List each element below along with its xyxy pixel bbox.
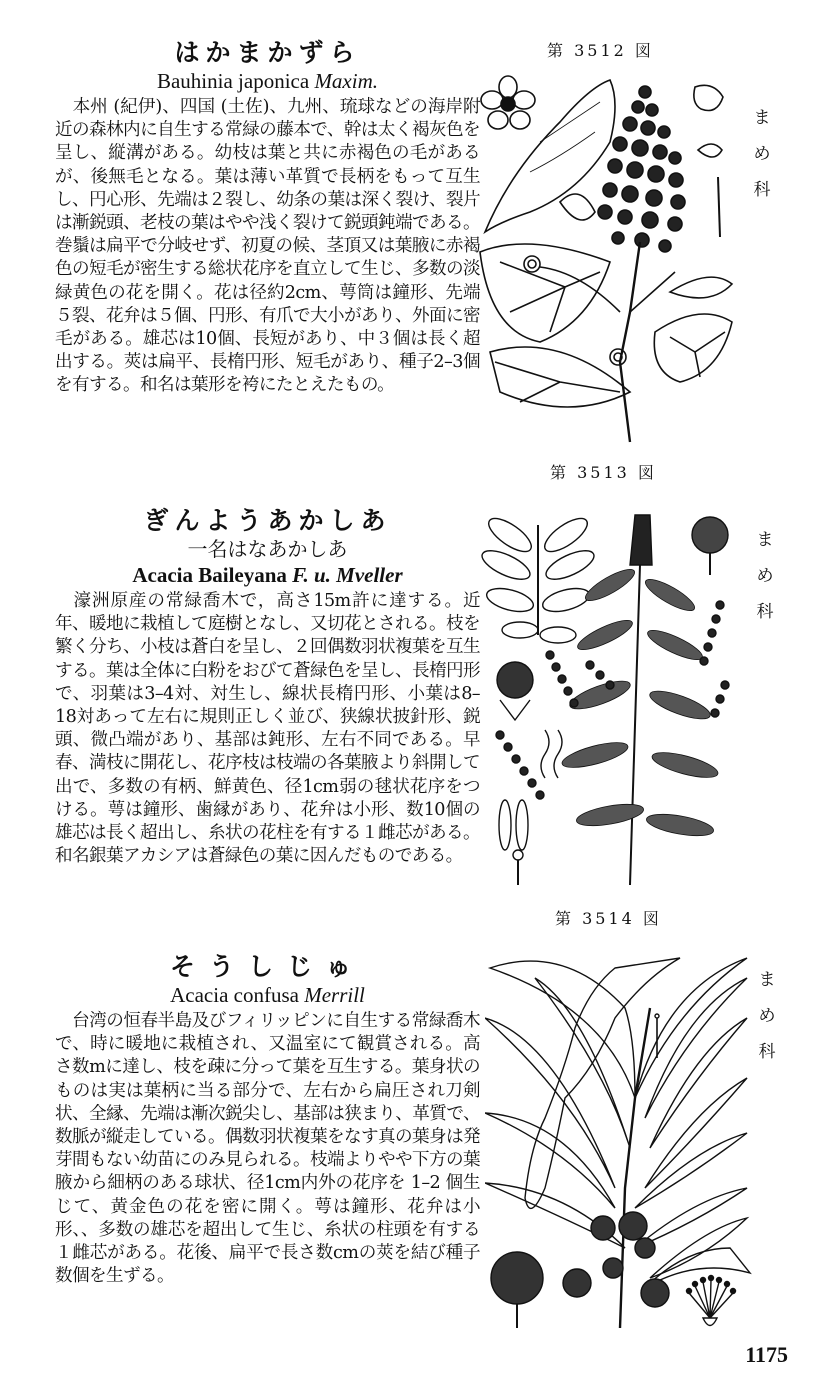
acacia-baileyana-illustration [480,505,740,890]
species-description: 台湾の恒春半島及びフィリッピンに自生する常緑喬木で、時に暖地に栽植され、又温室にて観賞される。高さ数mに達し、枝を疎に分って葉を互生する。葉身状のものは実は葉柄に当る部分で、左右から扁圧され刀剣状、全縁、先端は漸次鋭尖し、基部は狭まり、革質で、数脈が縦走している。偶数羽状複葉をなす真の葉身は発芽間もない幼苗にのみ見られる。枝端よりやや下方の葉腋から細柄のある球状、径1cm内外の花序を 1–2 個生じて、黄金色の花を密に開く。萼は鐘形、花弁は小形、、多数の雄芯を超出して生じ、糸状の柱頭を有する１雌芯がある。花後、扁平で長さ数cmの莢を結び種子数個を生ずる。 [55,1011,480,1287]
family-label [752,100,772,208]
family-char: 科 [753,180,771,200]
alternate-name: 一名はなあかしあ [187,537,348,561]
japanese-name: はかまかずら [174,38,361,67]
entry-bauhinia-japonica [55,38,480,398]
latin-author: F. u. Mveller [292,563,403,587]
species-description: 本州 (紀伊)、四国 (土佐)、九州、琉球などの海岸附近の森林内に自生する常緑の藤本で、幹は太く褐灰色を呈し、縦溝がある。幼枝は葉と共に赤褐色の毛があるが、後無毛となる。葉は薄い革質で長柄をもって互生し、円心形、先端は２裂し、幼条の葉は深く裂け、裂片は漸鋭頭、老枝の葉はやや浅く裂けて鋭頭鈍端である。巻鬚は扁平で分岐せず、初夏の候、茎頂又は葉腋に赤褐色の短毛が密生する総状花序を直立して生じ、多数の淡緑黄色の花を開く。花は径約2cm、萼筒は鐘形、先端５裂、花弁は５個、円形、有爪で大小があり、外面に密毛がある。雄芯は10個、長短があり、中３個は長く超出する。莢は扁平、長楕円形、短毛があり、種子2–3個を有する。和名は葉形を袴にたとえたもの。 [55,97,480,396]
flower-detail-icon [481,76,535,129]
family-char: 科 [756,602,774,622]
figure-label-3514: 第 3514 図 [555,909,662,928]
latin-binomial: Acacia Baileyana [132,563,287,587]
family-label [757,962,777,1070]
latin-binomial: Acacia confusa [170,983,299,1007]
family-label [755,522,775,630]
latin-name [55,68,480,94]
family-char: 科 [758,1042,776,1062]
family-char: め [758,1006,776,1026]
latin-name [55,562,480,588]
latin-author: Maxim. [314,69,379,93]
family-char: め [756,566,774,586]
entry-acacia-confusa [55,952,480,1288]
latin-binomial: Bauhinia japonica [156,69,310,93]
species-description: 濠洲原産の常緑喬木で，高さ15m許に達する。近年、暖地に栽植して庭樹となし、又切花とされる。枝を繁く分ち、小枝は蒼白を呈し、２回偶数羽状複葉を互生する。葉は全体に白粉をおびて蒼緑色を呈し、長楕円形で、羽葉は3–4対、対生し、線状長楕円形、小葉は8–18対あって左右に規則正しく並び、狭線状披針形、鋭頭、微凸端があり、基部は鈍形、左右不同である。早春、満枝に開花し、花序枝は枝端の各葉腋より斜開して出で、多数の有柄、鮮黄色、径1cm弱の毬状花序をつける。萼は鐘形、歯縁があり、花弁は小形、数10個の雄芯は長く超出し、糸状の花柱を有する１雌芯がある。和名銀葉アカシアは蒼緑色の葉に因んだものである。 [55,591,480,867]
acacia-confusa-illustration [485,948,755,1333]
family-char: ま [758,970,776,990]
entry-acacia-baileyana [55,506,480,868]
figure-label-3512: 第 3512 図 [547,41,654,60]
page-number: 1175 [745,1342,788,1367]
japanese-name: ぎんようあかしあ [143,506,392,535]
japanese-name: そうしじゅ [169,952,365,981]
bauhinia-japonica-illustration [470,62,740,452]
family-char: め [753,144,771,164]
family-char: ま [753,108,771,128]
latin-author: Merrill [304,983,365,1007]
family-char: ま [756,530,774,550]
figure-label-3513: 第 3513 図 [550,463,657,482]
latin-name [55,982,480,1008]
